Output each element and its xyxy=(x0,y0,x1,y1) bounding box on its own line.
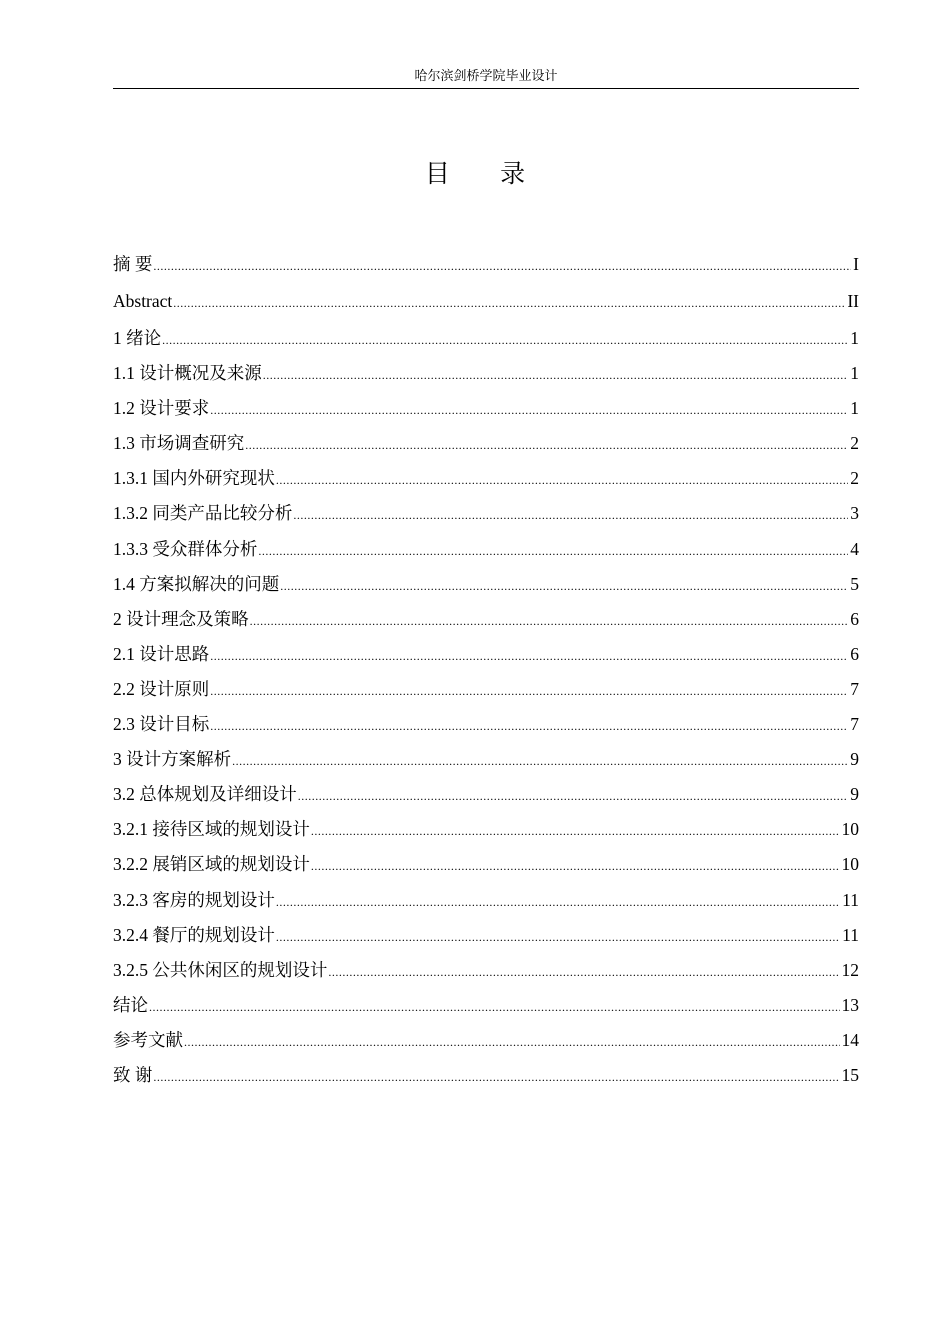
toc-leader-dots xyxy=(210,674,848,709)
toc-entry-label: 结论 xyxy=(113,994,148,1015)
toc-entry-label: 1.3.3 受众群体分析 xyxy=(113,538,258,559)
toc-entry-label: 3.2.5 公共休闲区的规划设计 xyxy=(113,959,328,980)
toc-entry-label: Abstract xyxy=(113,291,173,311)
toc-entry-label: 2 设计理念及策略 xyxy=(113,608,249,629)
toc-entry[interactable] xyxy=(113,602,859,637)
toc-entry-page: 5 xyxy=(850,573,859,594)
toc-leader-dots xyxy=(162,323,848,358)
toc-leader-dots xyxy=(276,885,840,920)
toc-entry-label: 1.1 设计概况及来源 xyxy=(113,363,262,384)
toc-leader-dots xyxy=(173,286,845,321)
toc-leader-dots xyxy=(153,1060,839,1095)
toc-entry-label: 1.3 市场调查研究 xyxy=(113,433,245,454)
toc-entry-label: 2.3 设计目标 xyxy=(113,714,210,735)
toc-entry-page: II xyxy=(847,291,859,311)
toc-entry[interactable] xyxy=(113,284,859,321)
toc-entry-page: 1 xyxy=(850,363,859,384)
toc-entry-page: 7 xyxy=(850,714,859,735)
toc-entry[interactable] xyxy=(113,321,859,356)
toc-entry[interactable] xyxy=(113,496,859,531)
toc-entry-page: 11 xyxy=(842,889,859,910)
toc-leader-dots xyxy=(293,498,848,533)
toc-entry-label: 2.2 设计原则 xyxy=(113,678,210,699)
toc-entry-page: 15 xyxy=(841,1064,859,1085)
toc-entry-page: 12 xyxy=(841,959,859,980)
toc-entry-page: 2 xyxy=(850,433,859,454)
toc-leader-dots xyxy=(250,604,849,639)
toc-entry-page: 3 xyxy=(850,503,859,524)
toc-leader-dots xyxy=(280,569,848,604)
page-header xyxy=(113,66,859,89)
toc-entry[interactable] xyxy=(113,918,859,953)
toc-entry-label: 3 设计方案解析 xyxy=(113,749,232,770)
toc-leader-dots xyxy=(184,1025,840,1060)
toc-entry-label: 摘 要 xyxy=(113,254,153,274)
toc-entry-page: I xyxy=(853,254,859,274)
toc-entry-page: 10 xyxy=(841,819,859,840)
toc-entry[interactable] xyxy=(113,391,859,426)
toc-entry-label: 3.2.2 展销区域的规划设计 xyxy=(113,854,310,875)
toc-leader-dots xyxy=(258,534,848,569)
toc-leader-dots xyxy=(232,744,848,779)
toc-entry[interactable] xyxy=(113,707,859,742)
toc-entry[interactable] xyxy=(113,953,859,988)
toc-leader-dots xyxy=(276,463,848,498)
toc-entry-label: 3.2 总体规划及详细设计 xyxy=(113,784,297,805)
toc-entry[interactable] xyxy=(113,567,859,602)
toc-entry-page: 7 xyxy=(850,678,859,699)
toc-leader-dots xyxy=(210,639,848,674)
header-title: 哈尔滨剑桥学院毕业设计 xyxy=(414,68,558,83)
toc-entry-page: 6 xyxy=(850,608,859,629)
toc-entry-page: 11 xyxy=(842,924,859,945)
toc-entry-label: 1.2 设计要求 xyxy=(113,398,210,419)
toc-entry-page: 4 xyxy=(850,538,859,559)
toc-leader-dots xyxy=(311,849,840,884)
toc-leader-dots xyxy=(263,358,849,393)
toc-entry-label: 3.2.4 餐厅的规划设计 xyxy=(113,924,275,945)
toc-entry[interactable] xyxy=(113,777,859,812)
toc-entry[interactable] xyxy=(113,812,859,847)
toc-entry-page: 9 xyxy=(850,749,859,770)
toc-entry[interactable] xyxy=(113,672,859,707)
toc-entry-page: 13 xyxy=(841,994,859,1015)
toc-leader-dots xyxy=(210,709,848,744)
toc-leader-dots xyxy=(149,990,840,1025)
toc-entry[interactable] xyxy=(113,988,859,1023)
toc-entry-page: 2 xyxy=(850,468,859,489)
toc-entry-page: 10 xyxy=(841,854,859,875)
toc-leader-dots xyxy=(311,814,840,849)
toc-entry[interactable] xyxy=(113,356,859,391)
toc-entry-label: 致 谢 xyxy=(113,1064,153,1085)
toc-entry[interactable] xyxy=(113,532,859,567)
toc-entry[interactable] xyxy=(113,426,859,461)
toc-entry[interactable] xyxy=(113,1023,859,1058)
toc-entry-label: 3.2.1 接待区域的规划设计 xyxy=(113,819,310,840)
toc-entry-page: 14 xyxy=(841,1029,859,1050)
toc-entry-label: 3.2.3 客房的规划设计 xyxy=(113,889,275,910)
toc-entry-label: 参考文献 xyxy=(113,1029,183,1050)
table-of-contents xyxy=(113,247,859,1093)
toc-entry[interactable] xyxy=(113,847,859,882)
toc-entry-label: 2.1 设计思路 xyxy=(113,643,210,664)
toc-entry[interactable] xyxy=(113,461,859,496)
toc-leader-dots xyxy=(245,428,848,463)
toc-entry[interactable] xyxy=(113,883,859,918)
toc-entry[interactable] xyxy=(113,637,859,672)
toc-entry-page: 9 xyxy=(850,784,859,805)
toc-leader-dots xyxy=(210,393,848,428)
toc-leader-dots xyxy=(153,249,851,284)
toc-entry-page: 6 xyxy=(850,643,859,664)
toc-entry[interactable] xyxy=(113,742,859,777)
toc-entry-page: 1 xyxy=(850,328,859,348)
toc-leader-dots xyxy=(328,955,839,990)
toc-entry-label: 1.3.1 国内外研究现状 xyxy=(113,468,275,489)
toc-entry[interactable] xyxy=(113,247,859,284)
toc-entry-label: 1 绪论 xyxy=(113,328,162,348)
toc-entry-label: 1.3.2 同类产品比较分析 xyxy=(113,503,293,524)
toc-entry-label: 1.4 方案拟解决的问题 xyxy=(113,573,280,594)
toc-entry-page: 1 xyxy=(850,398,859,419)
toc-entry[interactable] xyxy=(113,1058,859,1093)
toc-leader-dots xyxy=(298,779,849,814)
toc-title: 目 录 xyxy=(424,161,548,188)
toc-leader-dots xyxy=(276,920,840,955)
